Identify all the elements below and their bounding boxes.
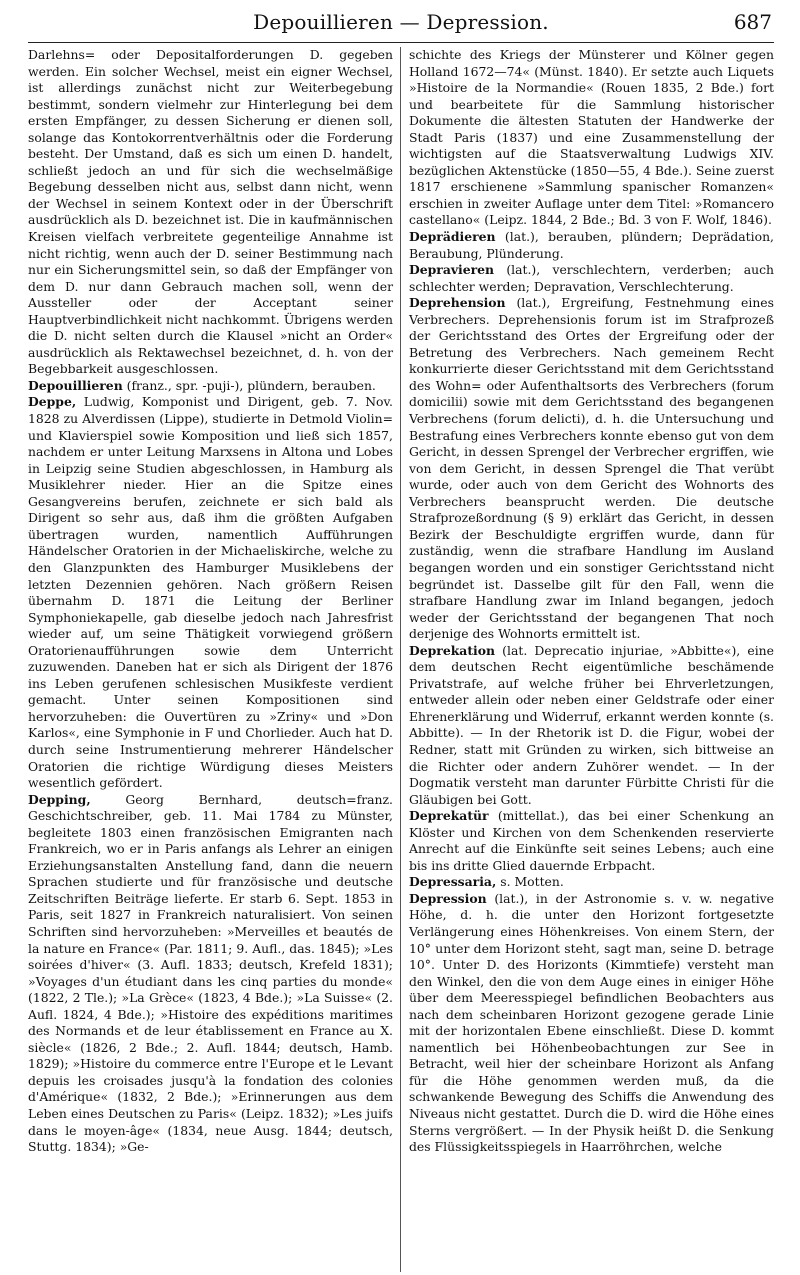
right-column-entry	[409, 643, 774, 808]
running-title: Depouillieren — Depression.	[253, 10, 549, 34]
entry-text: (lat.), in der Astronomie s. v. w. negative Höhe, d. h. die unter den Horizont fortgesetzte Verlängerung eines Höhenkreises. Von einem Stern, der 10° unter dem Horizont steht, sagt man, seine D. betrage 10°. Unter D. des Horizonts (Kimmtiefe) versteht man den Winkel, den die von dem Auge eines in einiger Höhe über dem Meeresspiegel befindlichen Beobachters aus nach dem scheinbaren Horizont gezogene gerade Linie mit der horizontalen Ebene einschließt. Diese D. kommt namentlich bei Höhenbeobachtungen zur See in Betracht, weil hier der scheinbare Horizont als Anfang für die Höhe genommen werden muß, da die schwankende Bewegung des Schiffs die Anwendung des Niveaus nicht gestattet. Durch die D. wird die Höhe eines Sterns vergrößert. — In der Physik heißt D. die Senkung des Flüssigkeitsspiegels in Haarröhrchen, welche	[409, 890, 774, 1155]
entry-text: Darlehns= oder Depositalforderungen D. gegeben werden. Ein solcher Wechsel, meist ein eigner Wechsel, ist allerdings zunächst nicht zur Weiterbegebung bestimmt, sondern vielmehr zur Hinterlegung bei dem ersten Empfänger, zu dessen Sicherung er dienen soll, solange das Kontokorrentverhältnis oder die Forderung besteht. Der Umstand, daß es sich um einen D. handelt, schließt jedoch an und für sich die wechselmäßige Begebung desselben nicht aus, selbst dann nicht, wenn der Wechsel in seinem Kontext oder in der Überschrift ausdrücklich als D. bezeichnet ist. Die in kaufmännischen Kreisen vielfach verbreitete gegenteilige Annahme ist nicht richtig, wenn auch der D. seiner Bestimmung nach nur ein Sicherungsmittel sein, so daß der Empfänger von dem D. nur dann Gebrauch machen soll, wenn der Aussteller oder der Acceptant seiner Hauptverbindlichkeit nicht nachkommt. Übrigens werden die D. nicht selten durch die Klausel »nicht an Order« ausdrücklich als Rektawechsel bezeichnet, d. h. von der Begebbarkeit ausgeschlossen.	[28, 47, 393, 377]
entry-headword: Deprekation	[409, 642, 496, 658]
entry-text: (franz., spr. -puji-), plündern, berauben.	[122, 377, 376, 393]
entry-text: (mittellat.), das bei einer Schenkung an Klöster und Kirchen von dem Schenkenden reservierte Anrecht auf die Einkünfte seit seines Lebens; auch eine bis ins dritte Glied dauernde Erbpacht.	[409, 808, 774, 873]
entry-headword: Deppe,	[28, 394, 77, 410]
entry-headword: Depressaria,	[409, 874, 497, 890]
entry-text: (lat.), verschlechtern, verderben; auch schlechter werden; Depravation, Verschlechterung.	[409, 262, 774, 294]
entry-headword: Deprehension	[409, 295, 506, 311]
right-column-entry	[409, 295, 774, 642]
left-column-entry	[28, 394, 393, 791]
entry-text: Ludwig, Komponist und Dirigent, geb. 7. Nov. 1828 zu Alverdissen (Lippe), studierte in Detmold Violin= und Klavierspiel sowie Komposition und ließ sich 1857, nachdem er unter Leitung Marxsens in Altona und Lobes in Leipzig seine Studien abgeschlossen, in Hamburg als Musiklehrer nieder. Hier an die Spitze eines Gesangvereins berufen, zeichnete er sich bald als Dirigent so sehr aus, daß ihm die größten Aufgaben übertragen wurden, namentlich Aufführungen Händelscher Oratorien in der Michaeliskirche, welche zu den Glanzpunkten des Hamburger Musiklebens der letzten Dezennien gehören. Nach größern Reisen übernahm D. 1871 die Leitung der Berliner Symphoniekapelle, gab dieselbe jedoch nach Jahresfrist wieder auf, um seine Thätigkeit vorwiegend größern Oratorienaufführungen sowie dem Unterricht zuzuwenden. Daneben hat er sich als Dirigent der 1876 ins Leben gerufenen schlesischen Musikfeste verdient gemacht. Unter seinen Kompositionen sind hervorzuheben: die Ouvertüren zu »Zriny« und »Don Karlos«, eine Symphonie in F und Chorlieder. Auch hat D. durch seine Instrumentierung mehrerer Händelscher Oratorien die richtige Würdigung dieses Meisters wesentlich gefördert.	[28, 394, 393, 791]
entry-text: (lat.), berauben, plündern; Deprädation, Beraubung, Plünderung.	[409, 229, 774, 261]
entry-text: (lat. Deprecatio injuriae, »Abbitte«), eine dem deutschen Recht eigentümliche beschämende Privatstrafe, auf welche früher bei Ehrverletzungen, entweder allein oder neben einer Geldstrafe oder einer Ehrenerklärung und Widerruf, erkannt werden konnte (s. Abbitte). — In der Rhetorik ist D. die Figur, wobei der Redner, statt mit Gründen zu wirken, sich bittweise an die Richter oder andern Zuhörer wendet. — In der Dogmatik versteht man darunter Fürbitte Christi für die Gläubigen bei Gott.	[409, 642, 774, 807]
left-column-entry	[28, 792, 393, 1156]
right-column-entry	[409, 229, 774, 262]
left-column	[28, 47, 400, 1272]
entry-headword: Depouillieren	[28, 377, 123, 393]
entry-headword: Depping,	[28, 791, 91, 807]
entry-text: s. Motten.	[496, 874, 564, 890]
page-header	[28, 8, 774, 43]
page-number: 687	[733, 10, 772, 34]
entry-text: Georg Bernhard, deutsch=franz. Geschichtschreiber, geb. 11. Mai 1784 zu Münster, begleitete 1803 einen französischen Emigranten nach Frankreich, wo er in Paris anfangs als Lehrer an einigen Erziehungsanstalten Anstellung fand, dann die neuern Sprachen studierte und für französische und deutsche Zeitschriften Beiträge lieferte. Er starb 6. Sept. 1853 in Paris, seit 1827 in Frankreich naturalisiert. Von seinen Schriften sind hervorzuheben: »Merveilles et beautés de la nature en France« (Par. 1811; 9. Aufl., das. 1845); »Les soirées d'hiver« (3. Aufl. 1833; deutsch, Krefeld 1831); »Voyages d'un étudiant dans les cinq parties du monde« (1822, 2 Tle.); »La Grèce« (1823, 4 Bde.); »La Suisse« (2. Aufl. 1824, 4 Bde.); »Histoire des expéditions maritimes des Normands et de leur établissement en France au X. siècle« (1826, 2 Bde.; 2. Aufl. 1844; deutsch, Hamb. 1829); »Histoire du commerce entre l'Europe et le Levant depuis les croisades jusqu'à la fondation des colonies d'Amérique« (1832, 2 Bde.); »Erinnerungen aus dem Leben eines Deutschen zu Paris« (Leipz. 1832); »Les juifs dans le moyen-âge« (1834, neue Ausg. 1844; deutsch, Stuttg. 1834); »Ge-	[28, 791, 393, 1155]
left-column-entry	[28, 47, 393, 378]
left-column-entry	[28, 378, 393, 395]
right-column-entry	[409, 47, 774, 229]
right-column-entry	[409, 874, 774, 891]
entry-text: schichte des Kriegs der Münsterer und Kölner gegen Holland 1672—74« (Münst. 1840). Er setzte auch Liquets »Histoire de la Normandie« (Rouen 1835, 2 Bde.) fort und bearbeitete für die Sammlung historischer Dokumente die ältesten Statuten der Handwerke der Stadt Paris (1837) und eine Zusammenstellung der wichtigsten auf die Staatsverwaltung Ludwigs XIV. bezüglichen Aktenstücke (1850—55, 4 Bde.). Seine zuerst 1817 erschienene »Sammlung spanischer Romanzen« erschien in zweiter Auflage unter dem Titel: »Romancero castellano« (Leipz. 1844, 2 Bde.; Bd. 3 von F. Wolf, 1846).	[409, 47, 774, 228]
entry-headword: Depravieren	[409, 262, 495, 278]
entry-text: (lat.), Ergreifung, Festnehmung eines Verbrechers. Deprehensionis forum ist im Strafprozeß der Gerichtsstand des Ortes der Ergreifung oder der Betretung des Verbrechers. Nach gemeinem Recht konkurrierte dieser Gerichtsstand mit dem Gerichtsstand des Wohn= oder Aufenthaltsorts des Verbrechers (forum domicilii) sowie mit dem Gerichtsstand des begangenen Verbrechens (forum delicti), d. h. die Untersuchung und Bestrafung eines Verbrechers konnte ebenso gut von dem Gericht, in dessen Sprengel der Verbrecher ergriffen, wie von dem Gericht, in dessen Sprengel die That verübt wurde, oder auch von dem Gericht des Wohnorts des Verbrechers beansprucht werden. Die deutsche Strafprozeßordnung (§ 9) erklärt das Gericht, in dessen Bezirk der Beschuldigte ergriffen wurde, dann für zuständig, wenn die strafbare Handlung im Ausland begangen worden und ein sonstiger Gerichtsstand nicht begründet ist. Dasselbe gilt für den Fall, wenn die strafbare Handlung zwar im Inland begangen, jedoch weder der Gerichtsstand der begangenen That noch derjenige des Wohnorts ermittelt ist.	[409, 295, 774, 642]
entry-headword: Depression	[409, 890, 487, 906]
entry-headword: Deprädieren	[409, 229, 496, 245]
entry-headword: Deprekatür	[409, 808, 489, 824]
right-column	[400, 47, 774, 1272]
right-column-entry	[409, 808, 774, 874]
right-column-entry	[409, 262, 774, 295]
right-column-entry	[409, 891, 774, 1156]
text-columns	[28, 47, 774, 1272]
